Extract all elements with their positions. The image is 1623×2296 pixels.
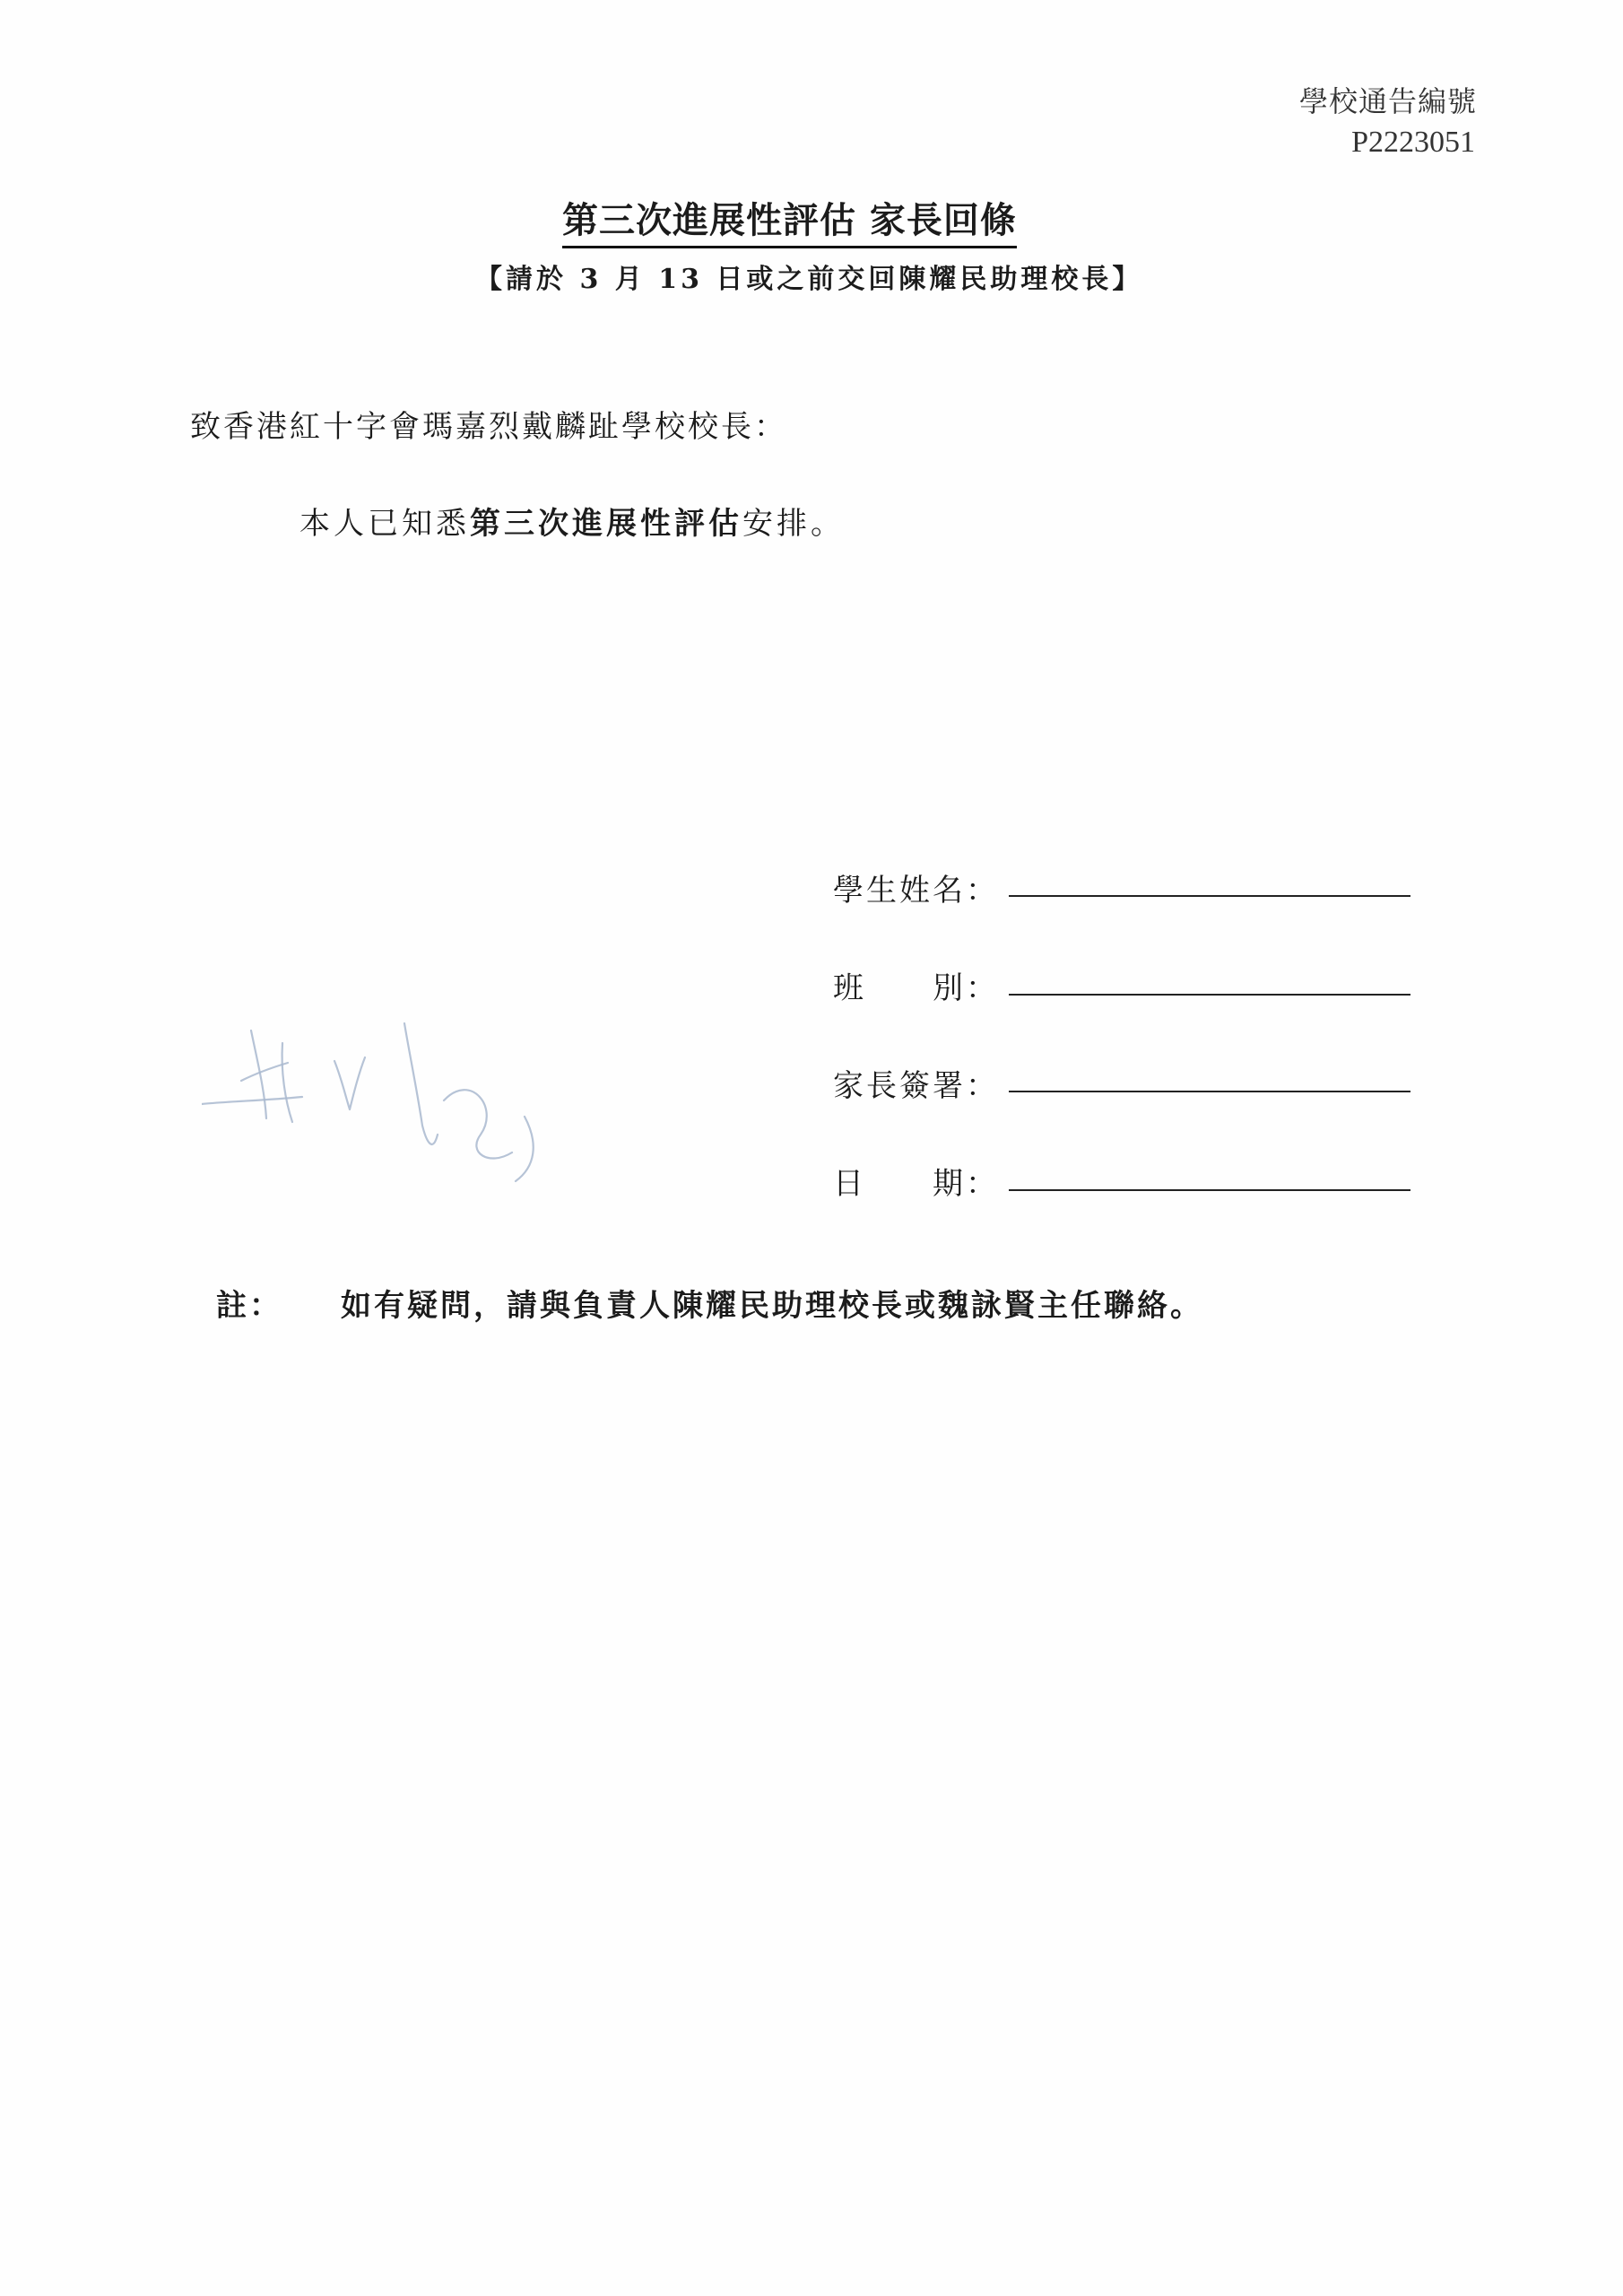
student-name-line [1009,895,1410,897]
acknowledgement-emphasis: 第三次進展性評估 [470,506,742,542]
parent-signature-line [1009,1091,1410,1092]
document-title: 第三次進展性評估 家長回條 [562,192,1017,248]
class-label: 班 別： [833,970,999,1006]
signature-scribble [202,1018,560,1215]
return-deadline-subtitle: 【請於 3 月 13 日或之前交回陳耀民助理校長】 [475,264,1143,295]
parent-signature-label: 家長簽署： [833,1068,999,1104]
student-name-label: 學生姓名： [833,873,999,909]
salutation: 致香港紅十字會瑪嘉烈戴麟趾學校校長： [190,409,787,445]
note-text: 如有疑問，請與負責人陳耀民助理校長或魏詠賢主任聯絡。 [341,1288,1203,1324]
acknowledgement-sentence [299,499,845,543]
note-label: 註： [216,1288,282,1324]
date-line [1009,1189,1410,1191]
class-line [1009,994,1410,996]
notice-number: P2223051 [1351,126,1475,159]
acknowledgement-suffix: 安排。 [742,506,845,542]
notice-number-label: 學校通告編號 [1298,85,1477,117]
acknowledgement-prefix: 本人已知悉 [299,506,470,542]
date-label: 日 期： [833,1166,999,1202]
